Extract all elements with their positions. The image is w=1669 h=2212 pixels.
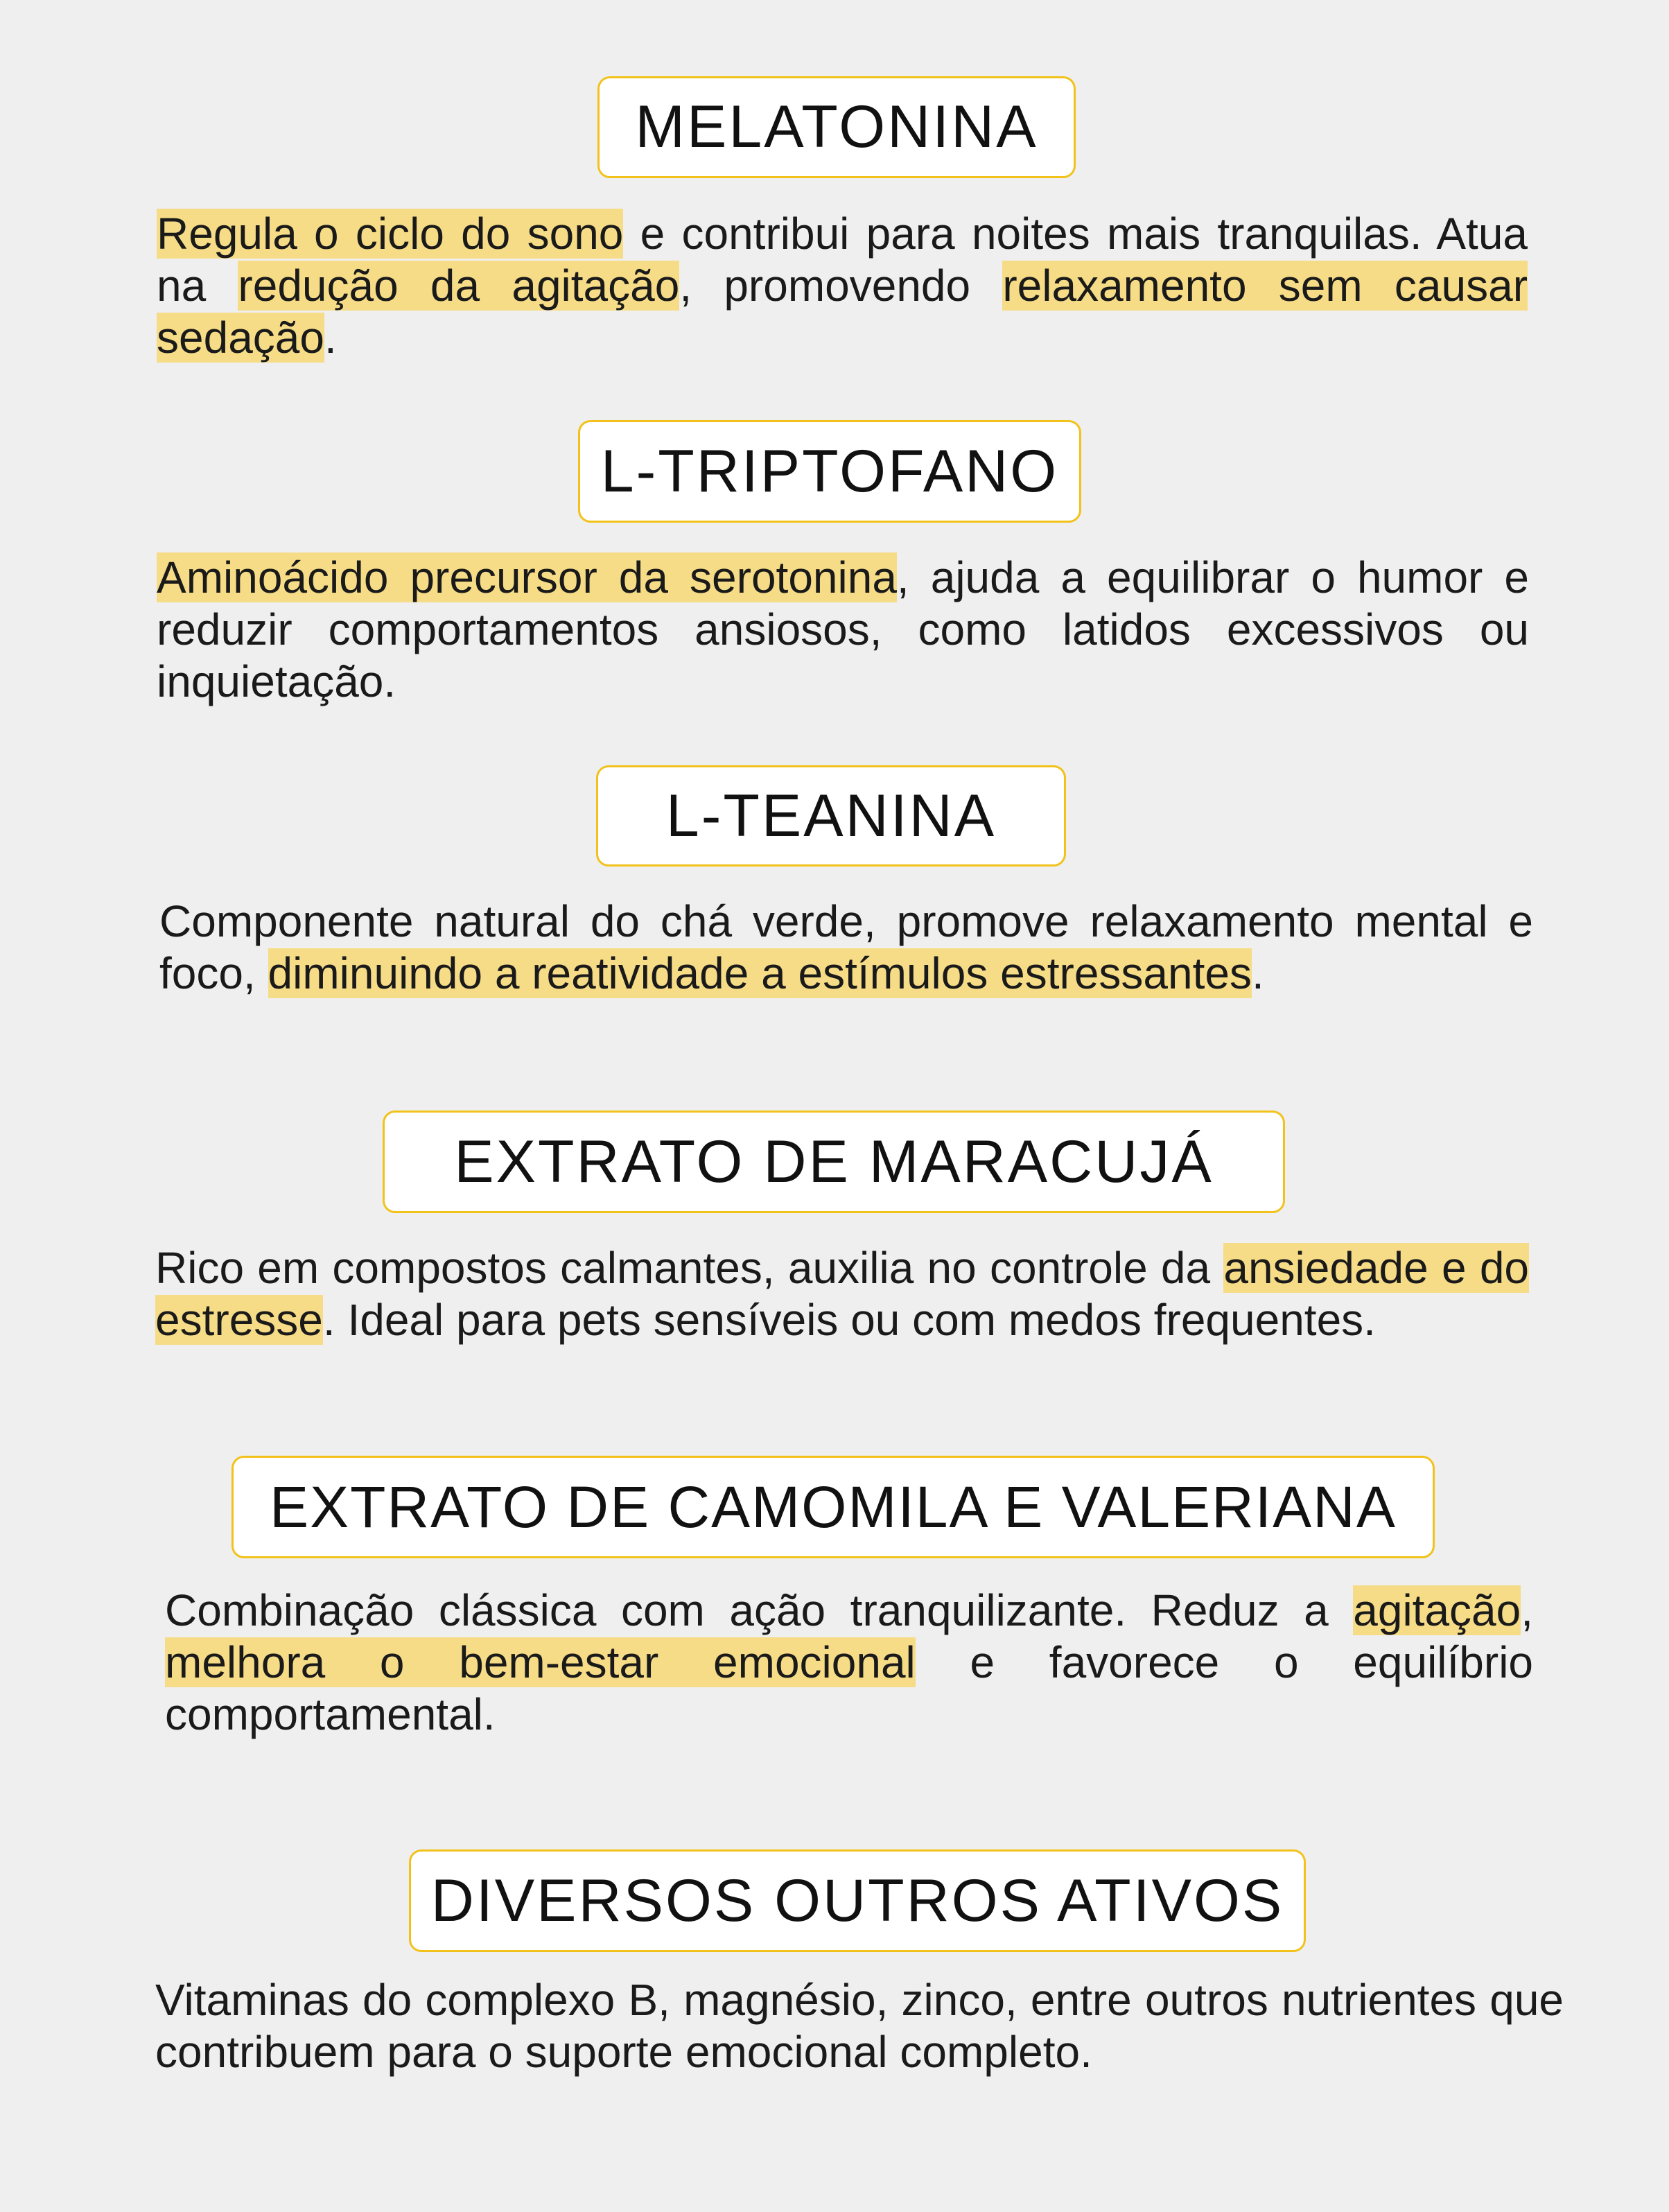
title-text: L-TEANINA [665, 782, 997, 849]
body-text: , [1521, 1585, 1533, 1635]
body-text: , ajuda a equilibrar o humor e reduzir comportamentos ansiosos, como latidos excessivos ou inquietação. [157, 552, 1530, 706]
section-title-melatonina [597, 76, 1076, 178]
body-text: e favorece o equilíbrio comportamental. [165, 1637, 1534, 1739]
highlight: Regula o ciclo do sono [157, 209, 624, 259]
highlight: diminuindo a reatividade a estímulos estressantes [268, 948, 1252, 998]
title-text: L-TRIPTOFANO [600, 437, 1059, 505]
body-text: Rico em compostos calmantes, auxilia no controle da [155, 1243, 1224, 1293]
section-body-melatonina [157, 208, 1528, 364]
section-body-diversos-outros-ativos [155, 1974, 1564, 2078]
section-title-extrato-de-camomila-e-valeriana [231, 1456, 1435, 1558]
section-title-l-teanina [596, 765, 1066, 866]
highlight: ansiedade e do estresse [155, 1243, 1530, 1345]
section-body-extrato-de-maracuja [155, 1242, 1529, 1346]
body-text: Combinação clássica com ação tranquilizante. Reduz a [165, 1585, 1354, 1635]
title-text: DIVERSOS OUTROS ATIVOS [430, 1867, 1284, 1934]
highlight: melhora o bem-estar emocional [165, 1637, 916, 1687]
title-text: EXTRATO DE CAMOMILA E VALERIANA [270, 1474, 1397, 1540]
section-title-extrato-de-maracuja [383, 1111, 1285, 1213]
section-title-l-triptofano [578, 420, 1081, 523]
body-text: e contribui para noites mais tranquilas. Atua na [157, 209, 1528, 311]
title-text: MELATONINA [635, 94, 1038, 160]
body-text: Vitaminas do complexo B, magnésio, zinco, entre outros nutrientes que contribuem para o suporte emocional completo. [155, 1975, 1564, 2077]
section-body-l-triptofano [157, 552, 1529, 708]
body-text: Componente natural do chá verde, promove relaxamento mental e foco, [159, 896, 1533, 998]
section-body-l-teanina [159, 896, 1533, 1000]
section-body-extrato-de-camomila-e-valeriana [165, 1585, 1533, 1741]
body-text: . [324, 313, 337, 363]
highlight: agitação [1353, 1585, 1521, 1635]
highlight: relaxamento sem causar sedação [157, 261, 1528, 363]
section-title-diversos-outros-ativos [409, 1849, 1306, 1952]
title-text: EXTRATO DE MARACUJÁ [454, 1128, 1214, 1195]
highlight: Aminoácido precursor da serotonina [157, 552, 897, 602]
highlight: redução da agitação [238, 261, 680, 311]
body-text: . [1251, 948, 1264, 998]
body-text: . Ideal para pets sensíveis ou com medos frequentes. [322, 1295, 1376, 1345]
body-text: , promovendo [679, 261, 1003, 311]
